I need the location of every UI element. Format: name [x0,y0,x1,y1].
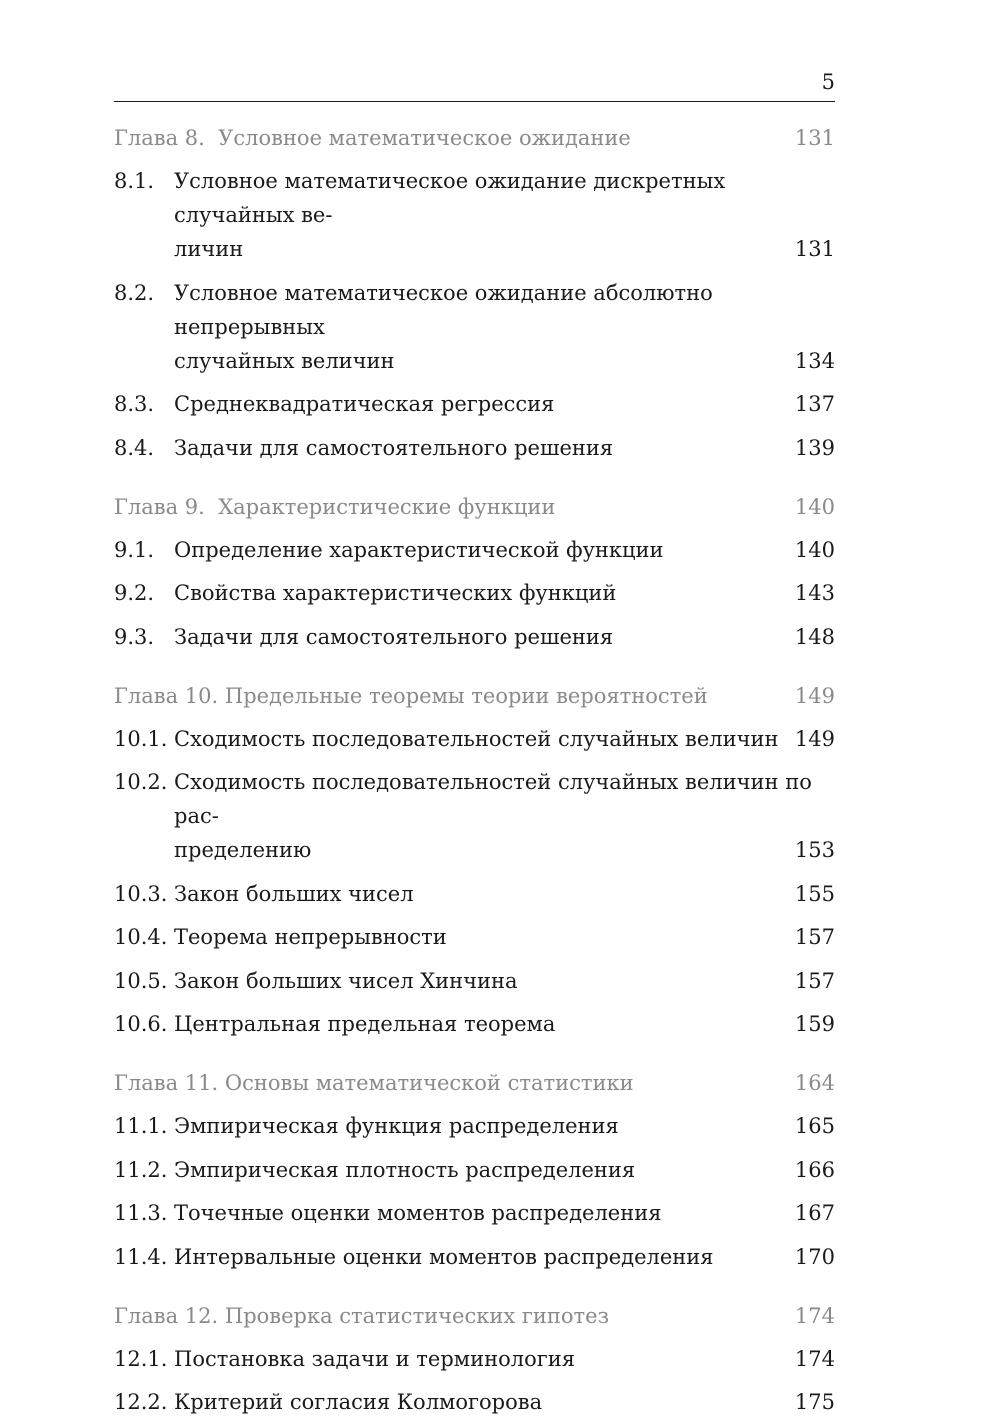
section-page: 134 [794,348,835,373]
section-number: 8.2. [114,280,155,305]
chapter-title [114,1299,609,1333]
section-number: 11.2. [114,1157,168,1182]
section-number: 10.3. [114,881,168,906]
section-title: Среднеквадратическая регрессия [174,392,555,416]
section-title: Критерий согласия Колмогорова [174,1390,543,1414]
section-title-line2: личин [174,237,244,261]
chapter-page: 149 [794,683,835,708]
section-title: Эмпирическая плотность распределения [174,1157,636,1182]
section-number: 11.4. [114,1244,168,1269]
toc-entry[interactable] [114,1007,835,1041]
chapter-label: Глава 11. [114,1071,219,1095]
toc-entry[interactable] [114,576,835,610]
section-number: 8.3. [114,392,155,416]
chapter-title [114,1066,634,1100]
chapter-heading[interactable] [114,490,835,524]
toc-entry[interactable] [114,431,835,465]
section-title: Интервальные оценки моментов распределения [174,1244,714,1269]
toc-entry[interactable] [114,620,835,654]
section-page: 157 [794,925,835,949]
section-title: Свойства характеристических функций [174,581,617,605]
section-title: Эмпирическая функция распределения [174,1114,619,1138]
section-page: 165 [794,1114,835,1138]
section-title: Задачи для самостоятельного решения [174,624,614,649]
toc-entry[interactable] [114,722,835,756]
section-page: 167 [794,1201,835,1225]
chapter-label: Глава 12. [114,1303,219,1328]
toc-entry[interactable] [114,765,835,867]
toc-entry[interactable] [114,964,835,998]
chapter-page: 174 [794,1303,835,1328]
section-number: 10.6. [114,1012,168,1036]
section-title: Определение характеристической функции [174,537,664,562]
section-title-line2: случайных величин [174,348,395,373]
section-page: 143 [794,581,835,605]
chapter-heading[interactable] [114,1066,835,1100]
section-title-line1: Условное математическое ожидание абсолютно непрерывных [174,280,713,339]
chapter-title [114,490,555,524]
section-page: 139 [794,435,835,460]
chapter-page: 164 [794,1071,835,1095]
section-page: 140 [794,537,835,562]
table-of-contents [114,121,835,1419]
section-number: 11.3. [114,1201,168,1225]
chapter-label: Глава 9. [114,494,205,519]
section-page: 153 [794,838,835,862]
toc-entry[interactable] [114,164,835,266]
section-number: 10.1. [114,726,168,751]
section-title: Закон больших чисел Хинчина [174,968,518,993]
toc-entry[interactable] [114,276,835,378]
section-title-line1: Условное математическое ожидание дискретных случайных ве- [174,169,726,227]
toc-entry[interactable] [114,877,835,911]
section-title: Точечные оценки моментов распределения [174,1201,662,1225]
section-title-line1: Сходимость последовательностей случайных величин по рас- [174,770,812,828]
section-number: 12.1. [114,1346,168,1371]
toc-entry[interactable] [114,533,835,567]
chapter-title-text: Проверка статистических гипотез [224,1303,610,1328]
section-number: 9.2. [114,581,155,605]
section-number: 10.4. [114,925,168,949]
section-number: 8.1. [114,169,155,193]
section-number: 10.5. [114,968,168,993]
section-page: 131 [794,237,835,261]
section-page: 166 [794,1157,835,1182]
section-title-line2: пределению [174,838,312,862]
chapter-heading[interactable] [114,121,835,155]
toc-entry[interactable] [114,1109,835,1143]
chapter-page: 140 [794,494,835,519]
section-title: Теорема непрерывности [174,925,447,949]
page-number: 5 [821,70,835,94]
section-page: 175 [794,1390,835,1414]
section-page: 159 [794,1012,835,1036]
toc-entry[interactable] [114,1196,835,1230]
chapter-label: Глава 10. [114,683,219,708]
chapter-page: 131 [794,126,835,150]
section-page: 157 [794,968,835,993]
section-number: 11.1. [114,1114,168,1138]
section-page: 149 [794,726,835,751]
section-page: 148 [794,624,835,649]
section-title: Сходимость последовательностей случайных величин [174,726,779,751]
toc-entry[interactable] [114,1240,835,1274]
section-page: 137 [794,392,835,416]
section-title: Закон больших чисел [174,881,414,906]
chapter-title-text: Основы математической статистики [224,1071,634,1095]
header-rule [114,101,835,102]
chapter-heading[interactable] [114,1299,835,1333]
toc-entry[interactable] [114,387,835,421]
chapter-heading[interactable] [114,679,835,713]
section-page: 170 [794,1244,835,1269]
section-number: 12.2. [114,1390,168,1414]
toc-entry[interactable] [114,1342,835,1376]
chapter-title-text: Предельные теоремы теории вероятностей [224,683,708,708]
section-title: Центральная предельная теорема [174,1012,556,1036]
toc-entry[interactable] [114,1385,835,1419]
toc-entry[interactable] [114,920,835,954]
chapter-title [114,679,708,713]
chapter-title [114,121,631,155]
chapter-title-text: Условное математическое ожидание [218,126,631,150]
section-title: Постановка задачи и терминология [174,1346,575,1371]
section-number: 9.1. [114,537,155,562]
section-page: 155 [794,881,835,906]
chapter-title-text: Характеристические функции [218,494,556,519]
section-number: 8.4. [114,435,155,460]
section-number: 10.2. [114,770,168,794]
section-page: 174 [794,1346,835,1371]
toc-entry[interactable] [114,1153,835,1187]
chapter-label: Глава 8. [114,126,205,150]
section-title: Задачи для самостоятельного решения [174,435,614,460]
section-number: 9.3. [114,624,155,649]
